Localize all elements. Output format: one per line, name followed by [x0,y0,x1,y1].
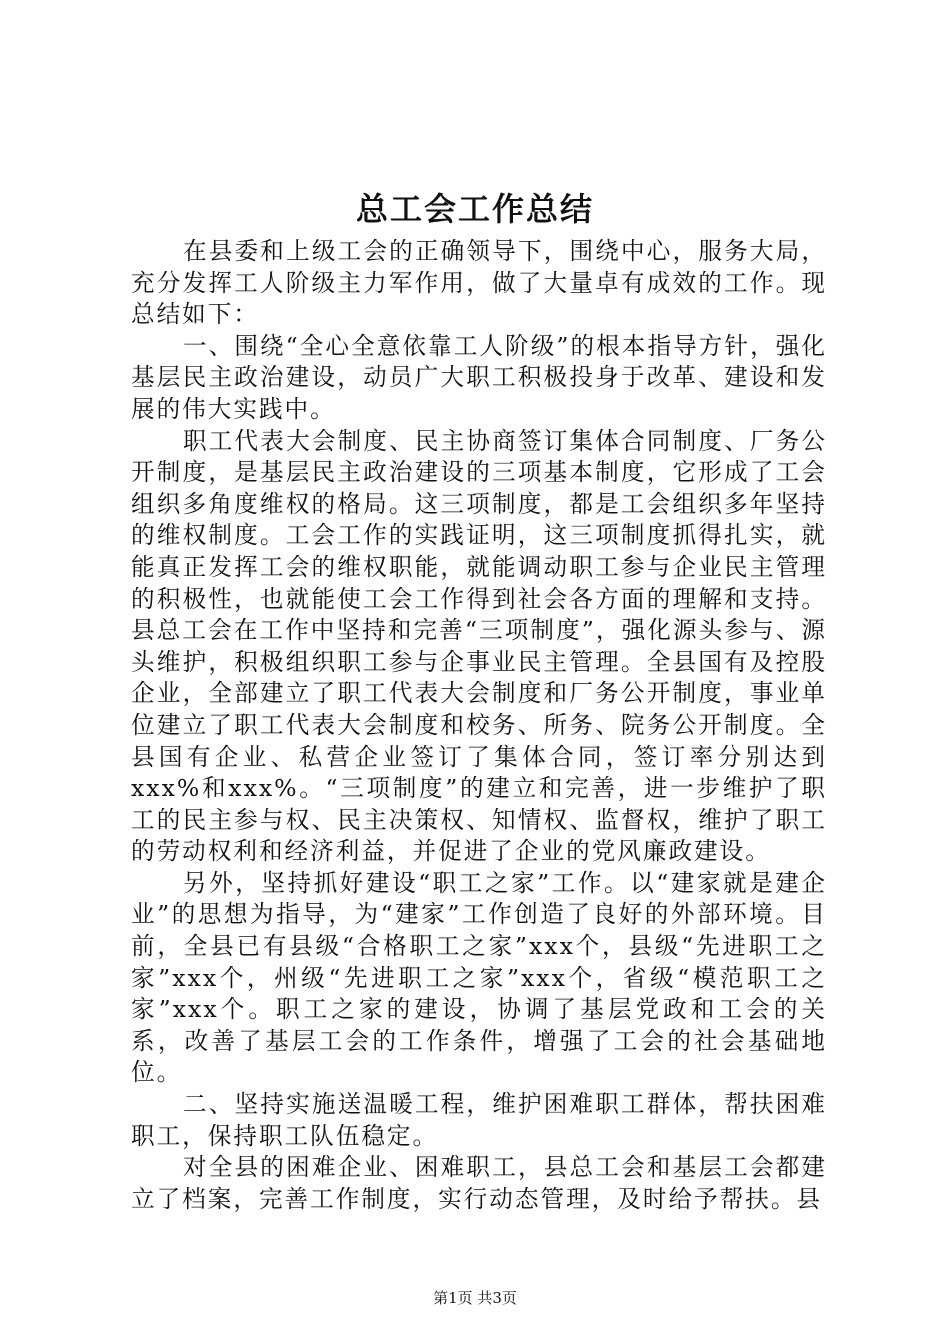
paragraph-three-systems: 职工代表大会制度、民主协商签订集体合同制度、厂务公开制度，是基层民主政治建设的三项基本制度，它形成了工会组织多角度维权的格局。这三项制度，都是工会组织多年坚持的维权制度。工会工作的实践证明，这三项制度抓得扎实，就能真正发挥工会的维权职能，就能调动职工参与企业民主管理的积极性，也就能使工会工作得到社会各方面的理解和支持。县总工会在工作中坚持和完善“三项制度”，强化源头参与、源头维护，积极组织职工参与企事业民主管理。全县国有及控股企业，全部建立了职工代表大会制度和厂务公开制度，事业单位建立了职工代表大会制度和校务、所务、院务公开制度。全县国有企业、私营企业签订了集体合同，签订率分别达到xxx%和xxx%。“三项制度”的建立和完善，进一步维护了职工的民主参与权、民主决策权、知情权、监督权，维护了职工的劳动权利和经济利益，并促进了企业的党风廉政建设。 [131,426,827,866]
paragraph-difficult-workers: 对全县的困难企业、困难职工，县总工会和基层工会都建立了档案，完善工作制度，实行动态管理，及时给予帮扶。县 [131,1153,827,1213]
paragraph-section-one-heading: 一、围绕“全心全意依靠工人阶级”的根本指导方针，强化基层民主政治建设，动员广大职工积极投身于改革、建设和发展的伟大实践中。 [131,331,827,423]
document-title: 总工会工作总结 [355,190,594,228]
paragraph-intro: 在县委和上级工会的正确领导下，围绕中心，服务大局，充分发挥工人阶级主力军作用，做了大量卓有成效的工作。现总结如下： [131,237,827,329]
paragraph-section-two-heading: 二、坚持实施送温暖工程，维护困难职工群体，帮扶困难职工，保持职工队伍稳定。 [131,1090,827,1150]
document-body [131,236,827,1215]
page-number-footer: 第1页 共3页 [433,1289,517,1307]
paragraph-workers-home: 另外，坚持抓好建设“职工之家”工作。以“建家就是建企业”的思想为指导，为“建家”工作创造了良好的外部环境。目前，全县已有县级“合格职工之家”xxx个，县级“先进职工之家”xxx个，州级“先进职工之家”xxx个，省级“模范职工之家”xxx个。职工之家的建设，协调了基层党政和工会的关系，改善了基层工会的工作条件，增强了工会的社会基础地位。 [131,868,827,1087]
